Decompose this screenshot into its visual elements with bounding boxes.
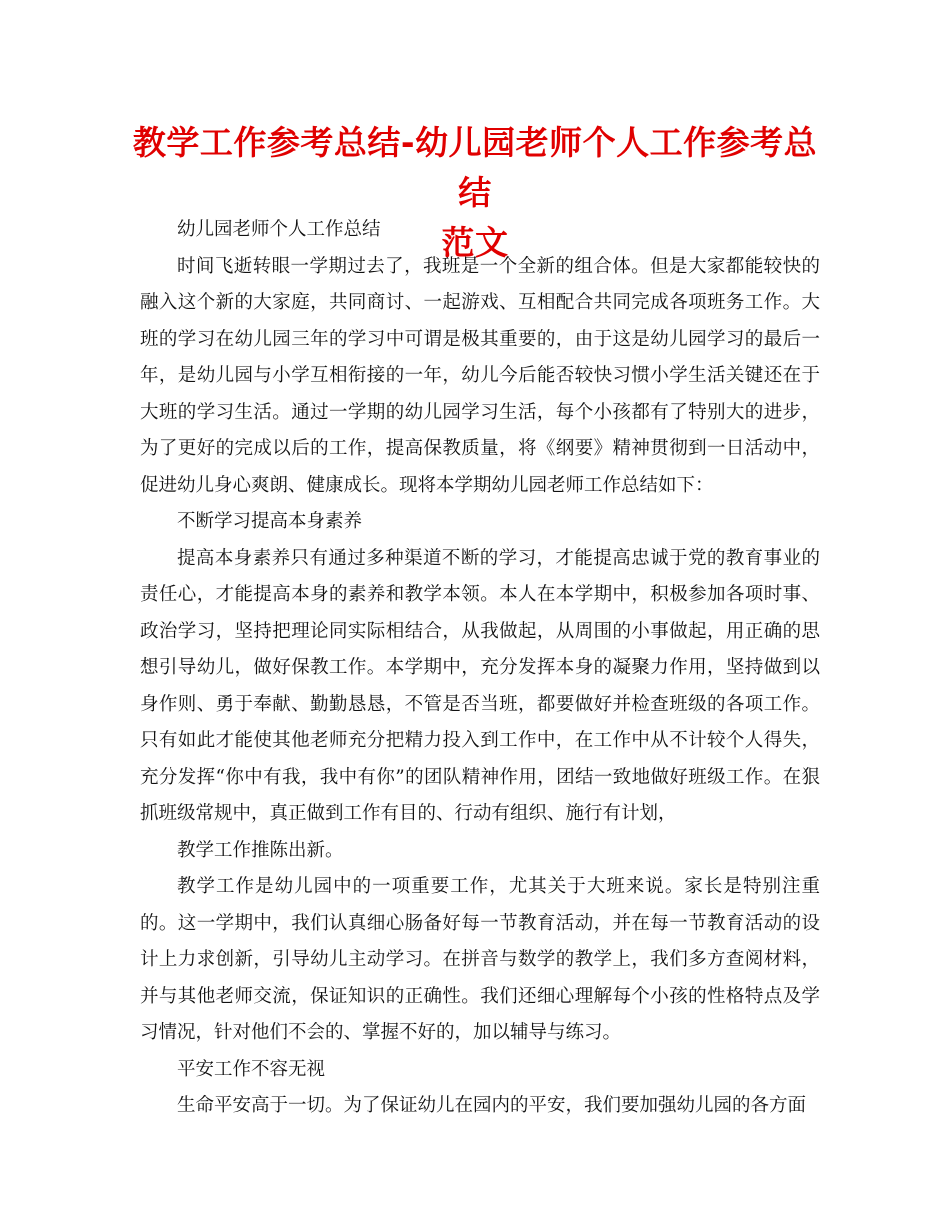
document-body — [140, 212, 820, 1125]
section-heading-teaching: 教学工作推陈出新。 — [177, 839, 344, 861]
body-paragraph-intro: 时间飞逝转眼一学期过去了，我班是一个全新的组合体。但是大家都能较快的融入这个新的大家庭，共同商讨、一起游戏、互相配合共同完成各项班务工作。大班的学习在幼儿园三年的学习中可谓是极其重要的，由于这是幼儿园学习的最后一年，是幼儿园与小学互相衔接的一年，幼儿今后能否较快习惯小学生活关键还在于大班的学习生活。通过一学期的幼儿园学习生活，每个小孩都有了特别大的进步，为了更好的完成以后的工作，提高保教质量，将《纲要》精神贯彻到一日活动中，促进幼儿身心爽朗、健康成长。现将本学期幼儿园老师工作总结如下： — [140, 255, 820, 496]
section-heading-self-improvement: 不断学习提高本身素养 — [177, 511, 363, 532]
title-line-2: 范文 — [441, 223, 509, 262]
body-paragraph-safety: 生命平安高于一切。为了保证幼儿在园内的平安，我们要加强幼儿园的各方面 — [177, 1095, 807, 1116]
section-heading-safety: 平安工作不容无视 — [177, 1058, 326, 1080]
title-line-1: 教学工作参考总结-幼儿园老师个人工作参考总结 — [132, 123, 818, 212]
body-paragraph-teaching: 教学工作是幼儿园中的一项重要工作，尤其关于大班来说。家长是特别注重的。这一学期中，我们认真细心肠备好每一节教育活动，并在每一节教育活动的设计上力求创新，引导幼儿主动学习。在拼音与数学的教学上，我们多方查阅材料，并与其他老师交流，保证知识的正确性。我们还细心理解每个小孩的性格特点及学习情况，针对他们不会的、掌握不好的，加以辅导与练习。 — [140, 876, 820, 1043]
section-heading-summary: 幼儿园老师个人工作总结 — [177, 219, 381, 240]
body-paragraph-self-improvement: 提高本身素养只有通过多种渠道不断的学习，才能提高忠诚于党的教育事业的责任心，才能提高本身的素养和教学本领。本人在本学期中，积极参加各项时事、政治学习，坚持把理论同实际相结合，从我做起，从周围的小事做起，用正确的思想引导幼儿，做好保教工作。本学期中，充分发挥本身的凝聚力作用，坚持做到以身作则、勇于奉献、勤勤恳恳，不管是否当班，都要做好并检查班级的各项工作。只有如此才能使其他老师充分把精力投入到工作中，在工作中从不计较个人得失，充分发挥“你中有我，我中有你”的团队精神作用，团结一致地做好班级工作。在狠抓班级常规中，真正做到工作有目的、行动有组织、施行有计划， — [140, 547, 820, 824]
